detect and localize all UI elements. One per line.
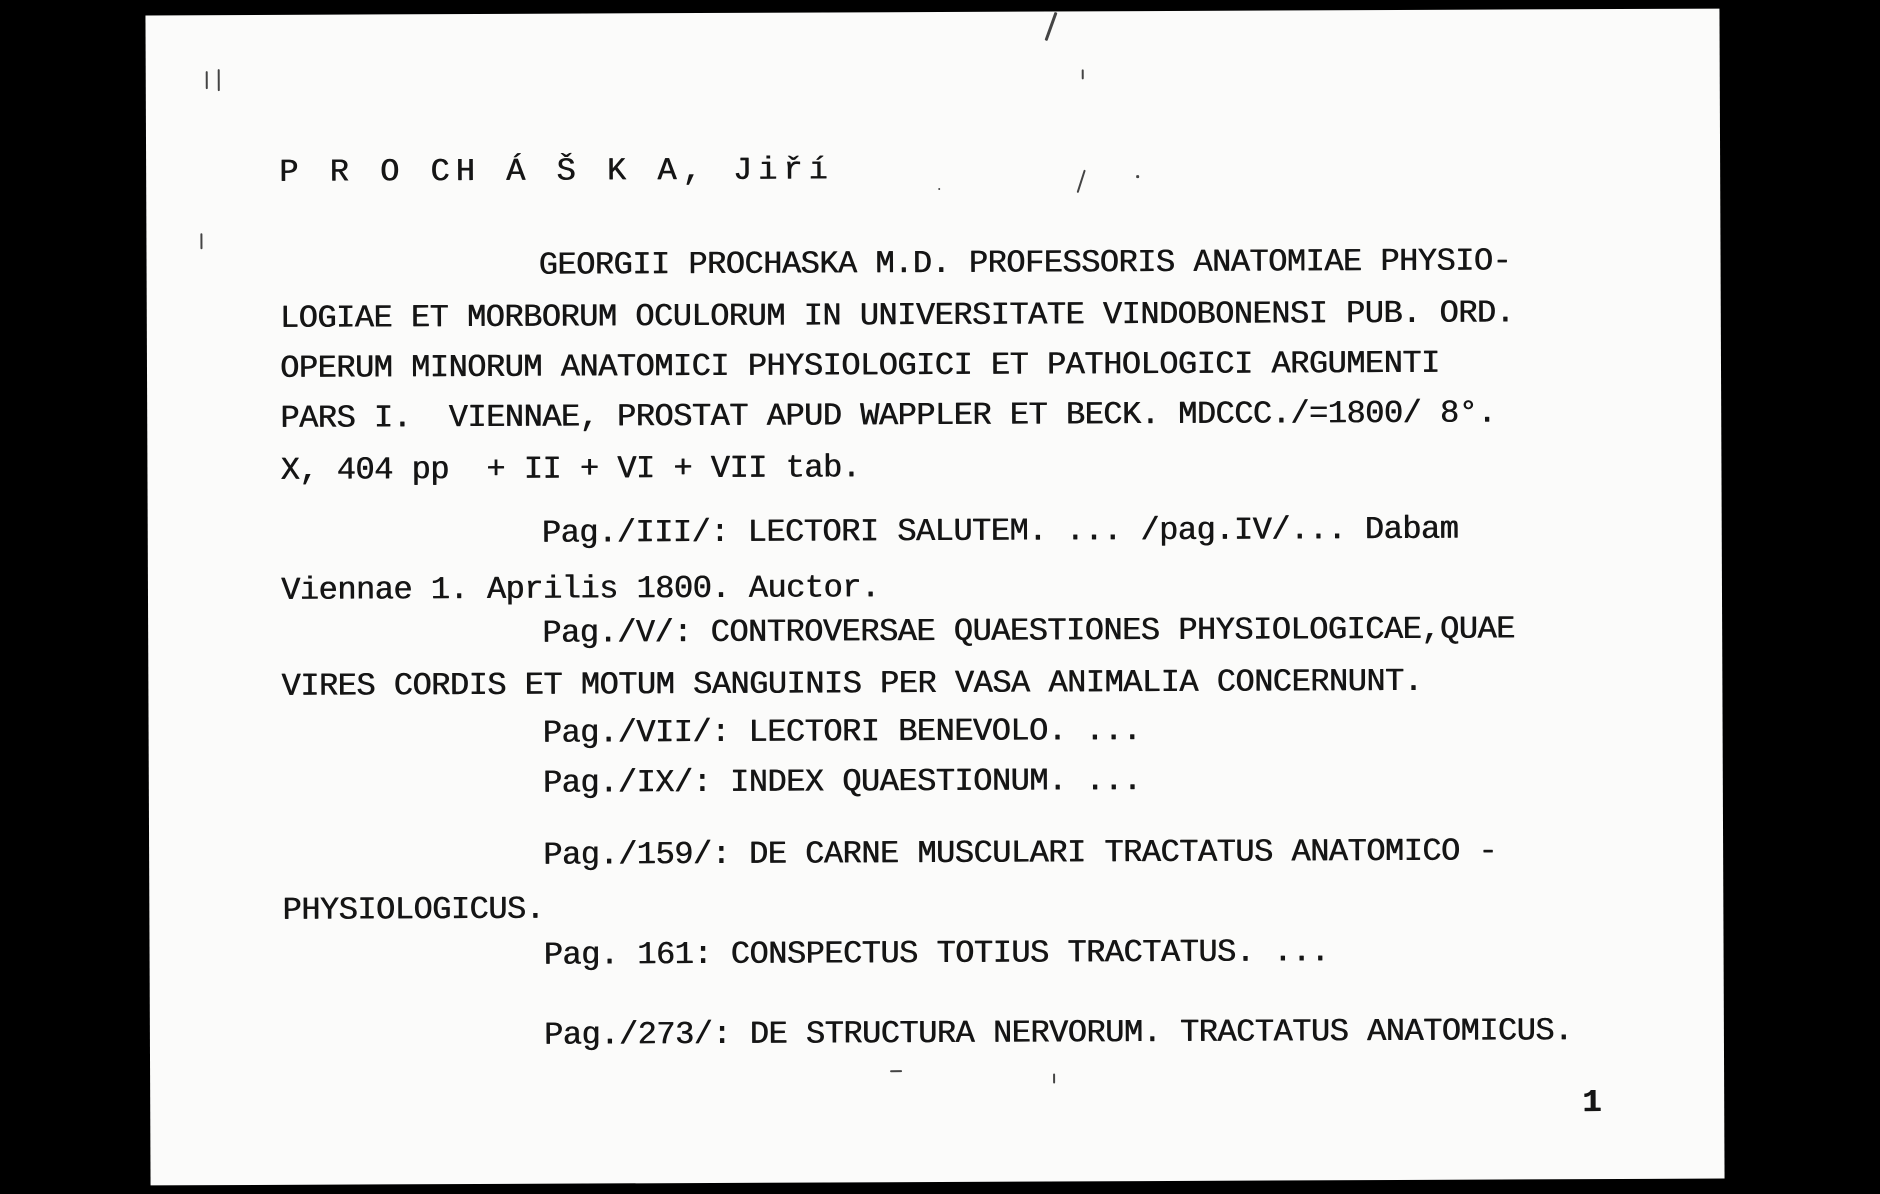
content-entry-line: Pag./IX/: INDEX QUAESTIONUM. ... [542,762,1142,802]
author-heading: P R O CH Á Š K A, Jiří [279,151,834,191]
content-entry-line: Pag./VII/: LECTORI BENEVOLO. ... [542,712,1142,752]
scan-mark [1136,175,1139,178]
content-entry-line: PHYSIOLOGICUS. [282,890,545,929]
content-entry-line: Pag./159/: DE CARNE MUSCULARI TRACTATUS ANATOMICO - [543,832,1498,874]
title-line-4: PARS I. VIENNAE, PROSTAT APUD WAPPLER ET BECK. MDCCC./=1800/ 8°. [280,394,1496,437]
scan-mark [938,188,940,190]
title-line-1: GEORGII PROCHASKA M.D. PROFESSORIS ANATOMIAE PHYSIO- [538,242,1512,284]
page-number: 1 [1582,1084,1601,1122]
scan-mark [1053,1073,1055,1083]
scan-mark [218,69,220,91]
content-entry-line: Viennae 1. Aprilis 1800. Auctor. [280,569,880,609]
scan-mark [200,233,202,249]
content-entry-line: Pag./V/: CONTROVERSAE QUAESTIONES PHYSIOLOGICAE,QUAE [542,610,1515,652]
scan-mark [206,71,208,89]
scan-mark [1045,12,1058,41]
scan-mark [1077,170,1086,193]
title-line-2: LOGIAE ET MORBORUM OCULORUM IN UNIVERSITATE VINDOBONENSI PUB. ORD. [279,294,1515,337]
scan-mark [1082,69,1084,79]
content-entry-line: Pag./III/: LECTORI SALUTEM. ... /pag.IV/... Dabam [541,510,1459,552]
title-line-3: OPERUM MINORUM ANATOMICI PHYSIOLOGICI ET PATHOLOGICI ARGUMENTI [279,344,1440,387]
scan-mark [890,1070,902,1072]
catalog-card [145,9,1724,1186]
collation-line: X, 404 pp + II + VI + VII tab. [280,449,861,489]
content-entry-line: Pag. 161: CONSPECTUS TOTIUS TRACTATUS. ... [543,933,1330,974]
content-entry-line: VIRES CORDIS ET MOTUM SANGUINIS PER VASA ANIMALIA CONCERNUNT. [281,662,1423,705]
content-entry-line: Pag./273/: DE STRUCTURA NERVORUM. TRACTATUS ANATOMICUS. [543,1012,1573,1054]
